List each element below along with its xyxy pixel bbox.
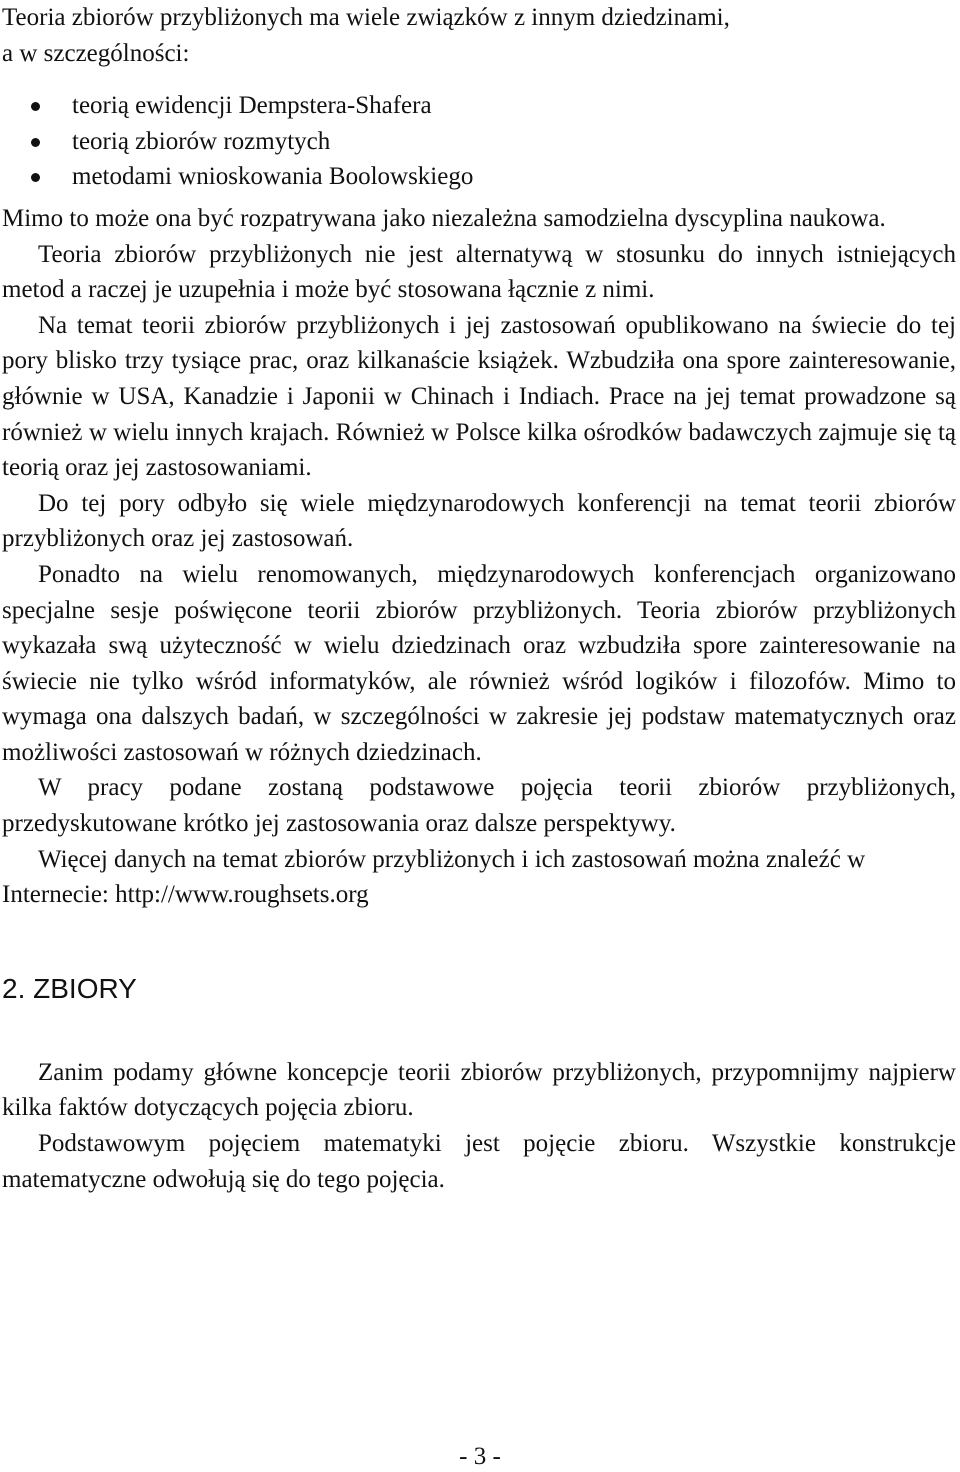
bullet-icon bbox=[31, 138, 40, 147]
intro-line-1: Teoria zbiorów przybliżonych ma wiele związków z innym dziedzinami, bbox=[2, 4, 730, 31]
paragraph: Mimo to może ona być rozpatrywana jako niezależna samodzielna dyscyplina naukowa. bbox=[2, 204, 886, 232]
page-number: - 3 - bbox=[459, 1443, 501, 1470]
list-item bbox=[2, 124, 956, 160]
paragraph: Teoria zbiorów przybliżonych nie jest alternatywą w stosunku do innych istniejących metod a raczej je uzupełnia i może być stosowana łącznie z nimi. bbox=[2, 240, 956, 304]
paragraph: Na temat teorii zbiorów przybliżonych i jej zastosowań opublikowano na świecie do tej pory blisko trzy tysiące prac, oraz kilkanaście książek. Wzbudziła ona spore zainteresowanie, głównie w USA, Kanadzie i Japonii w Chinach i Indiach. Prace na jej temat prowadzone są również w wielu innych krajach. Również w Polsce kilka ośrodków badawczych zajmuje się tą teorią oraz jej zastosowaniami. bbox=[2, 311, 956, 482]
bullet-list bbox=[2, 88, 956, 195]
paragraph: Ponadto na wielu renomowanych, międzynarodowych konferencjach organizowano specjalne sesje poświęcone teorii zbiorów przybliżonych. Teoria zbiorów przybliżonych wykazała swą użyteczność w wielu dziedzinach oraz wzbudziła spore zainteresowanie na świecie nie tylko wśród informatyków, ale również wśród logików i filozofów. Mimo to wymaga ona dalszych badań, w szczególności w zakresie jej podstaw matematycznych oraz możliwości zastosowań w różnych dziedzinach. bbox=[2, 560, 956, 766]
list-item bbox=[2, 159, 956, 195]
bullet-icon bbox=[31, 102, 40, 111]
paragraph: Więcej danych na temat zbiorów przybliżonych i ich zastosowań można znaleźć w Internecie: http://www.roughsets.org bbox=[2, 845, 866, 909]
list-item bbox=[2, 88, 956, 124]
list-item-text: teorią ewidencji Dempstera-Shafera bbox=[72, 92, 432, 120]
section-heading: 2. ZBIORY bbox=[2, 972, 137, 1004]
page-content bbox=[2, 0, 956, 1197]
section-paragraph: Podstawowym pojęciem matematyki jest pojęcie zbioru. Wszystkie konstrukcje matematyczne odwołują się do tego pojęcia. bbox=[2, 1130, 956, 1193]
list-item-text: teorią zbiorów rozmytych bbox=[72, 127, 331, 155]
bullet-icon bbox=[31, 173, 40, 182]
list-item-text: metodami wnioskowania Boolowskiego bbox=[72, 163, 474, 191]
intro-line-2: a w szczególności: bbox=[2, 39, 190, 67]
section-paragraph: Zanim podamy główne koncepcje teorii zbiorów przybliżonych, przypomnijmy najpierw kilka faktów dotyczących pojęcia zbioru. bbox=[2, 1058, 956, 1122]
paragraph: W pracy podane zostaną podstawowe pojęcia teorii zbiorów przybliżonych, przedyskutowane krótko jej zastosowania oraz dalsze perspektywy. bbox=[2, 774, 956, 838]
paragraph: Do tej pory odbyło się wiele międzynarodowych konferencji na temat teorii zbiorów przybliżonych oraz jej zastosowań. bbox=[2, 489, 956, 553]
